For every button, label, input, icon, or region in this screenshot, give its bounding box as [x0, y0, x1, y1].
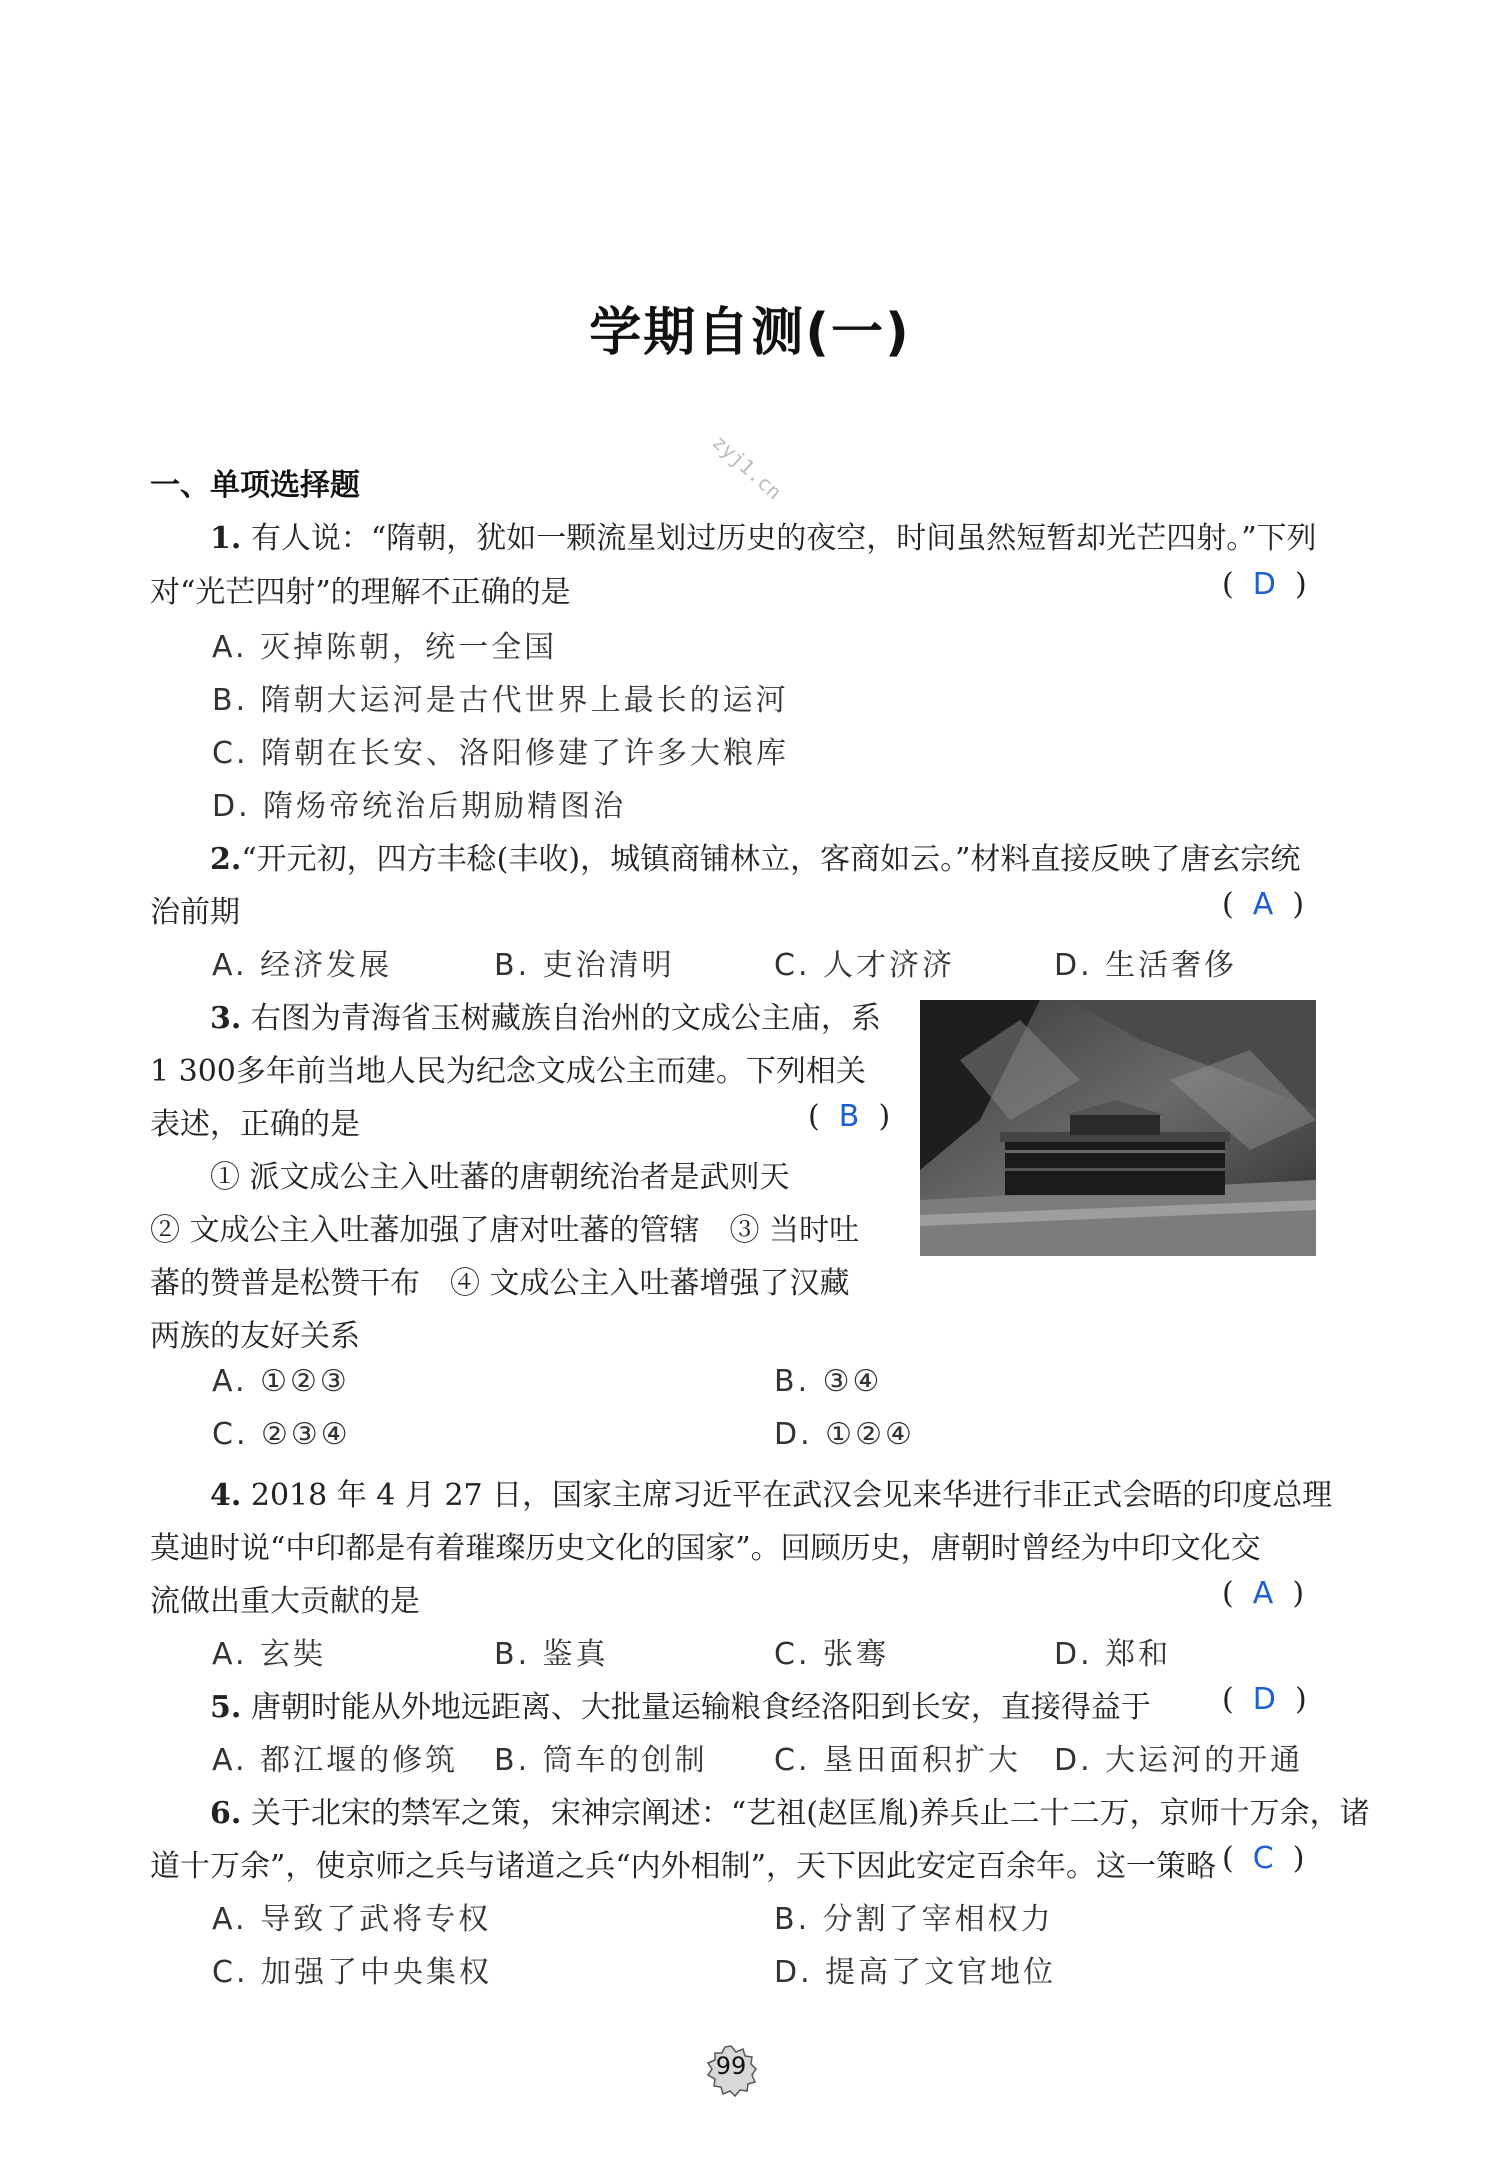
- watermark: zyj1.cn: [707, 429, 787, 505]
- page-number: 99: [715, 2052, 747, 2080]
- answer-mark: B: [838, 1099, 860, 1134]
- answer-bracket: ( D ): [1222, 1682, 1307, 1717]
- option-a: A. 灭掉陈朝，统一全国: [212, 630, 558, 665]
- option-d: D. 大运河的开通: [1054, 1743, 1304, 1778]
- option-d: D. 郑和: [1054, 1637, 1172, 1672]
- question-4-line-1: [210, 1470, 1332, 1514]
- question-text: 右图为青海省玉树藏族自治州的文成公主庙，系: [250, 1001, 881, 1036]
- option-b: B. 筒车的创制: [494, 1743, 708, 1778]
- option-d: D. ①②④: [774, 1417, 915, 1452]
- option-b: B. 鉴真: [494, 1637, 609, 1672]
- option-a: A. ①②③: [212, 1364, 350, 1399]
- option-a: A. 导致了武将专权: [212, 1902, 492, 1937]
- option-d: D. 提高了文官地位: [774, 1955, 1057, 1990]
- answer-bracket: ( B ): [808, 1099, 891, 1134]
- question-text: 唐朝时能从外地远距离、大批量运输粮食经洛阳到长安，直接得益于: [250, 1690, 1151, 1725]
- option-c: C. 隋朝在长安、洛阳修建了许多大粮库: [212, 736, 790, 771]
- question-4-line-2: 莫迪时说“中印都是有着璀璨历史文化的国家”。回顾历史，唐朝时曾经为中印文化交: [150, 1531, 1261, 1566]
- option-b: B. ③④: [774, 1364, 883, 1399]
- question-3-line-6: 蕃的赞普是松赞干布 ④ 文成公主入吐蕃增强了汉藏: [150, 1266, 850, 1301]
- option-c: C. 加强了中央集权: [212, 1955, 493, 1990]
- question-6-line-2: 道十万余”，使京师之兵与诸道之兵“内外相制”，天下因此安定百余年。这一策略: [150, 1849, 1217, 1884]
- question-number: 5.: [210, 1690, 242, 1725]
- temple-photo: [920, 1000, 1316, 1256]
- page-title: 学期自测(一): [589, 303, 911, 363]
- question-2-line-1: [210, 834, 1300, 878]
- answer-bracket: ( D ): [1222, 567, 1307, 602]
- question-3-line-7: 两族的友好关系: [150, 1319, 360, 1354]
- option-d: D. 隋炀帝统治后期励精图治: [212, 789, 627, 824]
- question-3-line-2: 1 300多年前当地人民为纪念文成公主而建。下列相关: [150, 1054, 866, 1089]
- question-number: 3.: [210, 1001, 242, 1036]
- question-3-line-3: 表述，正确的是: [150, 1107, 360, 1142]
- option-c: C. 垦田面积扩大: [774, 1743, 1022, 1778]
- answer-bracket: ( A ): [1222, 1576, 1305, 1611]
- question-number: 2.: [210, 842, 242, 877]
- question-3-line-5: ② 文成公主入吐蕃加强了唐对吐蕃的管辖 ③ 当时吐: [150, 1213, 860, 1248]
- question-5-line-1: [210, 1682, 1151, 1726]
- option-a: A. 经济发展: [212, 948, 393, 983]
- option-c: C. 张骞: [774, 1637, 890, 1672]
- option-c: C. 人才济济: [774, 948, 956, 983]
- question-number: 1.: [210, 521, 242, 556]
- option-a: A. 都江堰的修筑: [212, 1743, 459, 1778]
- question-text: 2018 年 4 月 27 日，国家主席习近平在武汉会见来华进行非正式会晤的印度总理: [250, 1478, 1333, 1513]
- section-heading: 一、单项选择题: [150, 468, 360, 503]
- question-number: 6.: [210, 1796, 242, 1831]
- option-b: B. 吏治清明: [494, 948, 675, 983]
- question-text: “开元初，四方丰稔(丰收)，城镇商铺林立，客商如云。”材料直接反映了唐玄宗统: [241, 842, 1301, 877]
- answer-mark: C: [1252, 1841, 1274, 1876]
- option-b: B. 分割了宰相权力: [774, 1902, 1054, 1937]
- question-3-line-4: ① 派文成公主入吐蕃的唐朝统治者是武则天: [210, 1160, 790, 1195]
- option-c: C. ②③④: [212, 1417, 351, 1452]
- question-1-line-2: 对“光芒四射”的理解不正确的是: [150, 575, 571, 610]
- question-2-line-2: 治前期: [150, 895, 240, 930]
- question-6-line-1: [210, 1788, 1370, 1832]
- question-1-line-1: [210, 513, 1317, 557]
- answer-bracket: ( A ): [1222, 887, 1305, 922]
- option-a: A. 玄奘: [212, 1637, 327, 1672]
- answer-mark: A: [1252, 887, 1274, 922]
- question-3-line-1: [210, 993, 881, 1037]
- answer-mark: A: [1252, 1576, 1274, 1611]
- answer-mark: D: [1252, 1682, 1276, 1717]
- question-text: 关于北宋的禁军之策，宋神宗阐述：“艺祖(赵匡胤)养兵止二十二万，京师十万余，诸: [250, 1796, 1370, 1831]
- option-b: B. 隋朝大运河是古代世界上最长的运河: [212, 683, 789, 718]
- answer-bracket: ( C ): [1222, 1841, 1305, 1876]
- question-number: 4.: [210, 1478, 242, 1513]
- question-4-line-3: 流做出重大贡献的是: [150, 1584, 420, 1619]
- answer-mark: D: [1252, 567, 1276, 602]
- question-text: 有人说：“隋朝，犹如一颗流星划过历史的夜空，时间虽然短暂却光芒四射。”下列: [250, 521, 1317, 556]
- option-d: D. 生活奢侈: [1054, 948, 1238, 983]
